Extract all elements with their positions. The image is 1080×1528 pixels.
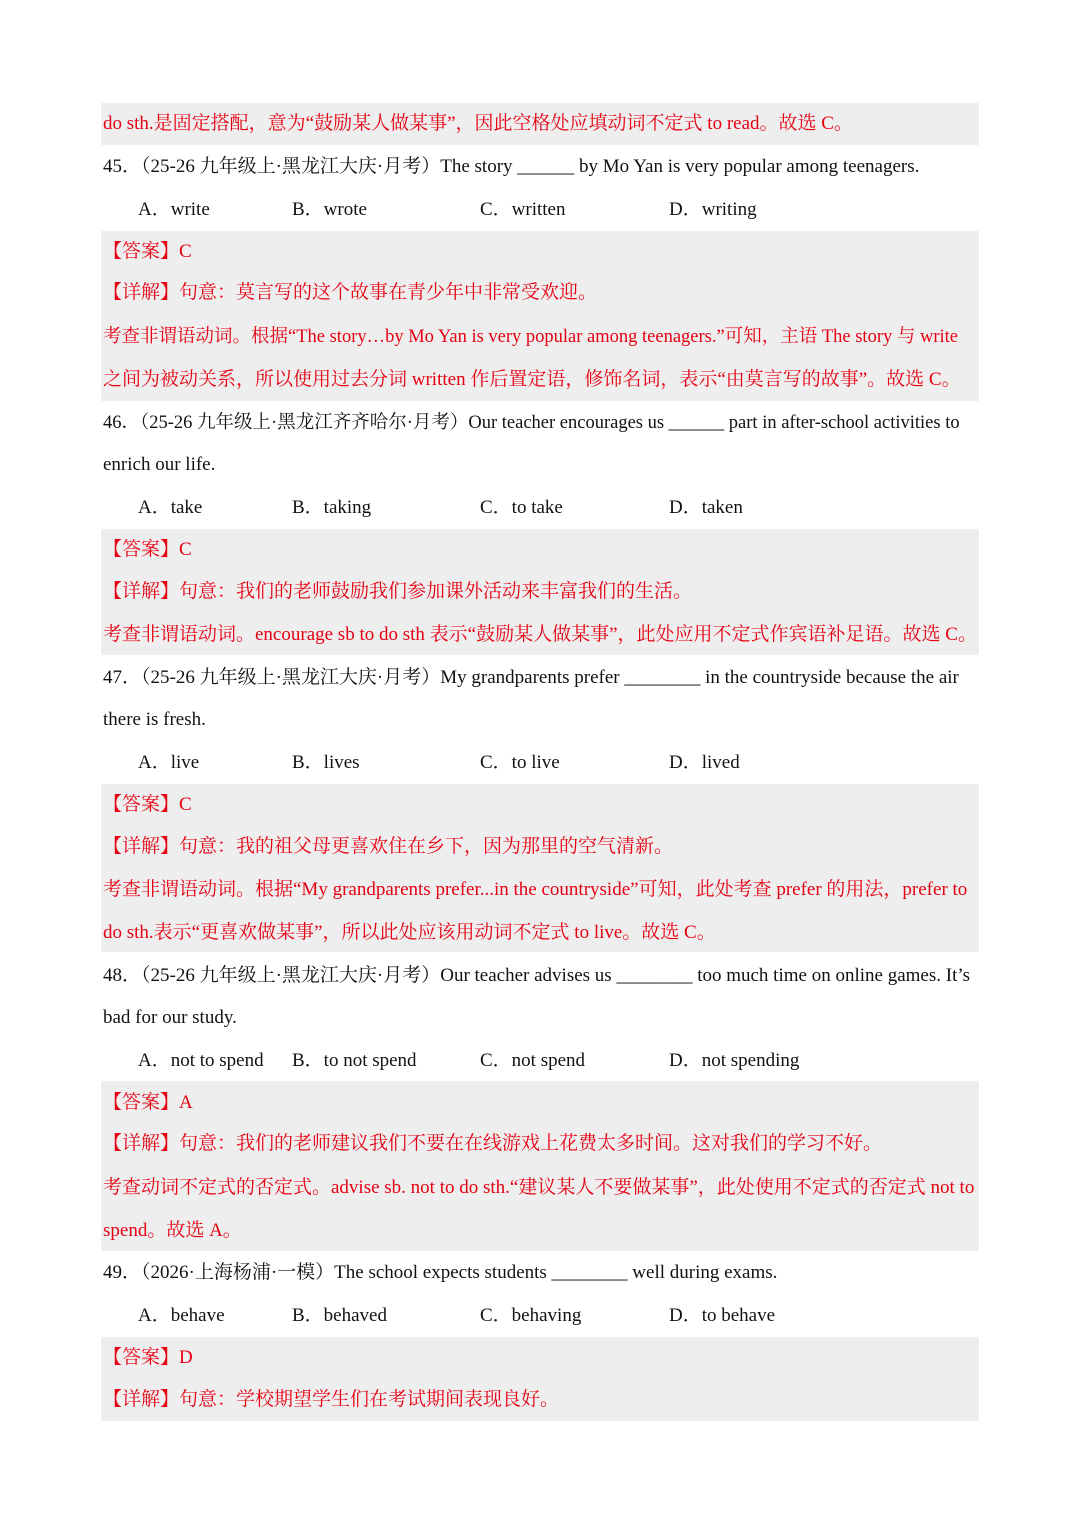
option-d: D．to behave (669, 1305, 776, 1326)
analysis-text: 考查非谓语动词。根据“My grandparents prefer...in the countryside”可知，此处考查 prefer 的用法，prefer to (103, 879, 968, 900)
option-b: B．taking (292, 497, 372, 518)
option-d: D．lived (669, 752, 740, 773)
question-text: bad for our study. (103, 1007, 237, 1028)
question-text: enrich our life. (103, 454, 216, 475)
question-text: 48．（25-26 九年级上·黑龙江大庆·月考）Our teacher advises us ________ too much time on online games. It’s (103, 965, 971, 986)
detail-text: 【详解】句意：我们的老师鼓励我们参加课外活动来丰富我们的生活。 (103, 581, 693, 602)
options-row (103, 488, 979, 528)
option-a: A．behave (138, 1305, 225, 1326)
option-a: A．live (138, 752, 200, 773)
detail-text: 【详解】句意：我的祖父母更喜欢住在乡下，因为那里的空气清新。 (103, 836, 674, 857)
answer-text: 【答案】D (103, 1347, 193, 1368)
question-text: 45．（25-26 九年级上·黑龙江大庆·月考）The story ______ by Mo Yan is very popular among teenagers. (103, 156, 920, 177)
option-b: B．wrote (292, 199, 367, 220)
option-b: B．lives (292, 752, 360, 773)
option-d: D．writing (669, 199, 757, 220)
detail-text: 【详解】句意：我们的老师建议我们不要在在线游戏上花费太多时间。这对我们的学习不好。 (103, 1133, 883, 1154)
options-row (103, 190, 979, 230)
option-c: C．not spend (480, 1050, 586, 1071)
analysis-text: 考查非谓语动词。encourage sb to do sth 表示“鼓励某人做某事”，此处应用不定式作宾语补足语。故选 C。 (103, 624, 977, 645)
analysis-text: do sth.表示“更喜欢做某事”，所以此处应该用动词不定式 to live。故选 C。 (103, 922, 716, 943)
answer-text: 【答案】C (103, 539, 192, 560)
option-a: A．not to spend (138, 1050, 264, 1071)
option-c: C．to live (480, 752, 560, 773)
options-row (103, 743, 979, 783)
answer-text: 【答案】A (103, 1092, 193, 1113)
option-a: A．write (138, 199, 210, 220)
option-c: C．behaving (480, 1305, 582, 1326)
question-text: 47．（25-26 九年级上·黑龙江大庆·月考）My grandparents prefer ________ in the countryside because the air (103, 667, 959, 688)
options-row (103, 1041, 979, 1081)
option-b: B．to not spend (292, 1050, 417, 1071)
detail-text: 【详解】句意：莫言写的这个故事在青少年中非常受欢迎。 (103, 282, 598, 303)
question-text: there is fresh. (103, 709, 206, 730)
question-text: 46．（25-26 九年级上·黑龙江齐齐哈尔·月考）Our teacher encourages us ______ part in after-school activities to (103, 413, 960, 433)
analysis-text: spend。故选 A。 (103, 1220, 242, 1241)
analysis-text: 考查动词不定式的否定式。advise sb. not to do sth.“建议某人不要做某事”，此处使用不定式的否定式 not to (103, 1177, 975, 1198)
analysis-text: 之间为被动关系，所以使用过去分词 written 作后置定语，修饰名词，表示“由莫言写的故事”。故选 C。 (103, 369, 961, 390)
option-b: B．behaved (292, 1305, 387, 1326)
analysis-text: 考查非谓语动词。根据“The story…by Mo Yan is very popular among teenagers.”可知，主语 The story 与 write (103, 327, 958, 347)
option-d: D．not spending (669, 1050, 800, 1071)
options-row (103, 1296, 979, 1336)
answer-text: 【答案】C (103, 794, 192, 815)
option-c: C．to take (480, 497, 563, 518)
option-a: A．take (138, 497, 203, 518)
question-text: 49．（2026·上海杨浦·一模）The school expects students ________ well during exams. (103, 1262, 778, 1283)
explanation-text: do sth.是固定搭配，意为“鼓励某人做某事”，因此空格处应填动词不定式 to read。故选 C。 (103, 113, 853, 134)
detail-text: 【详解】句意：学校期望学生们在考试期间表现良好。 (103, 1389, 560, 1410)
option-c: C．written (480, 199, 566, 220)
answer-text: 【答案】C (103, 241, 192, 262)
option-d: D．taken (669, 497, 743, 518)
